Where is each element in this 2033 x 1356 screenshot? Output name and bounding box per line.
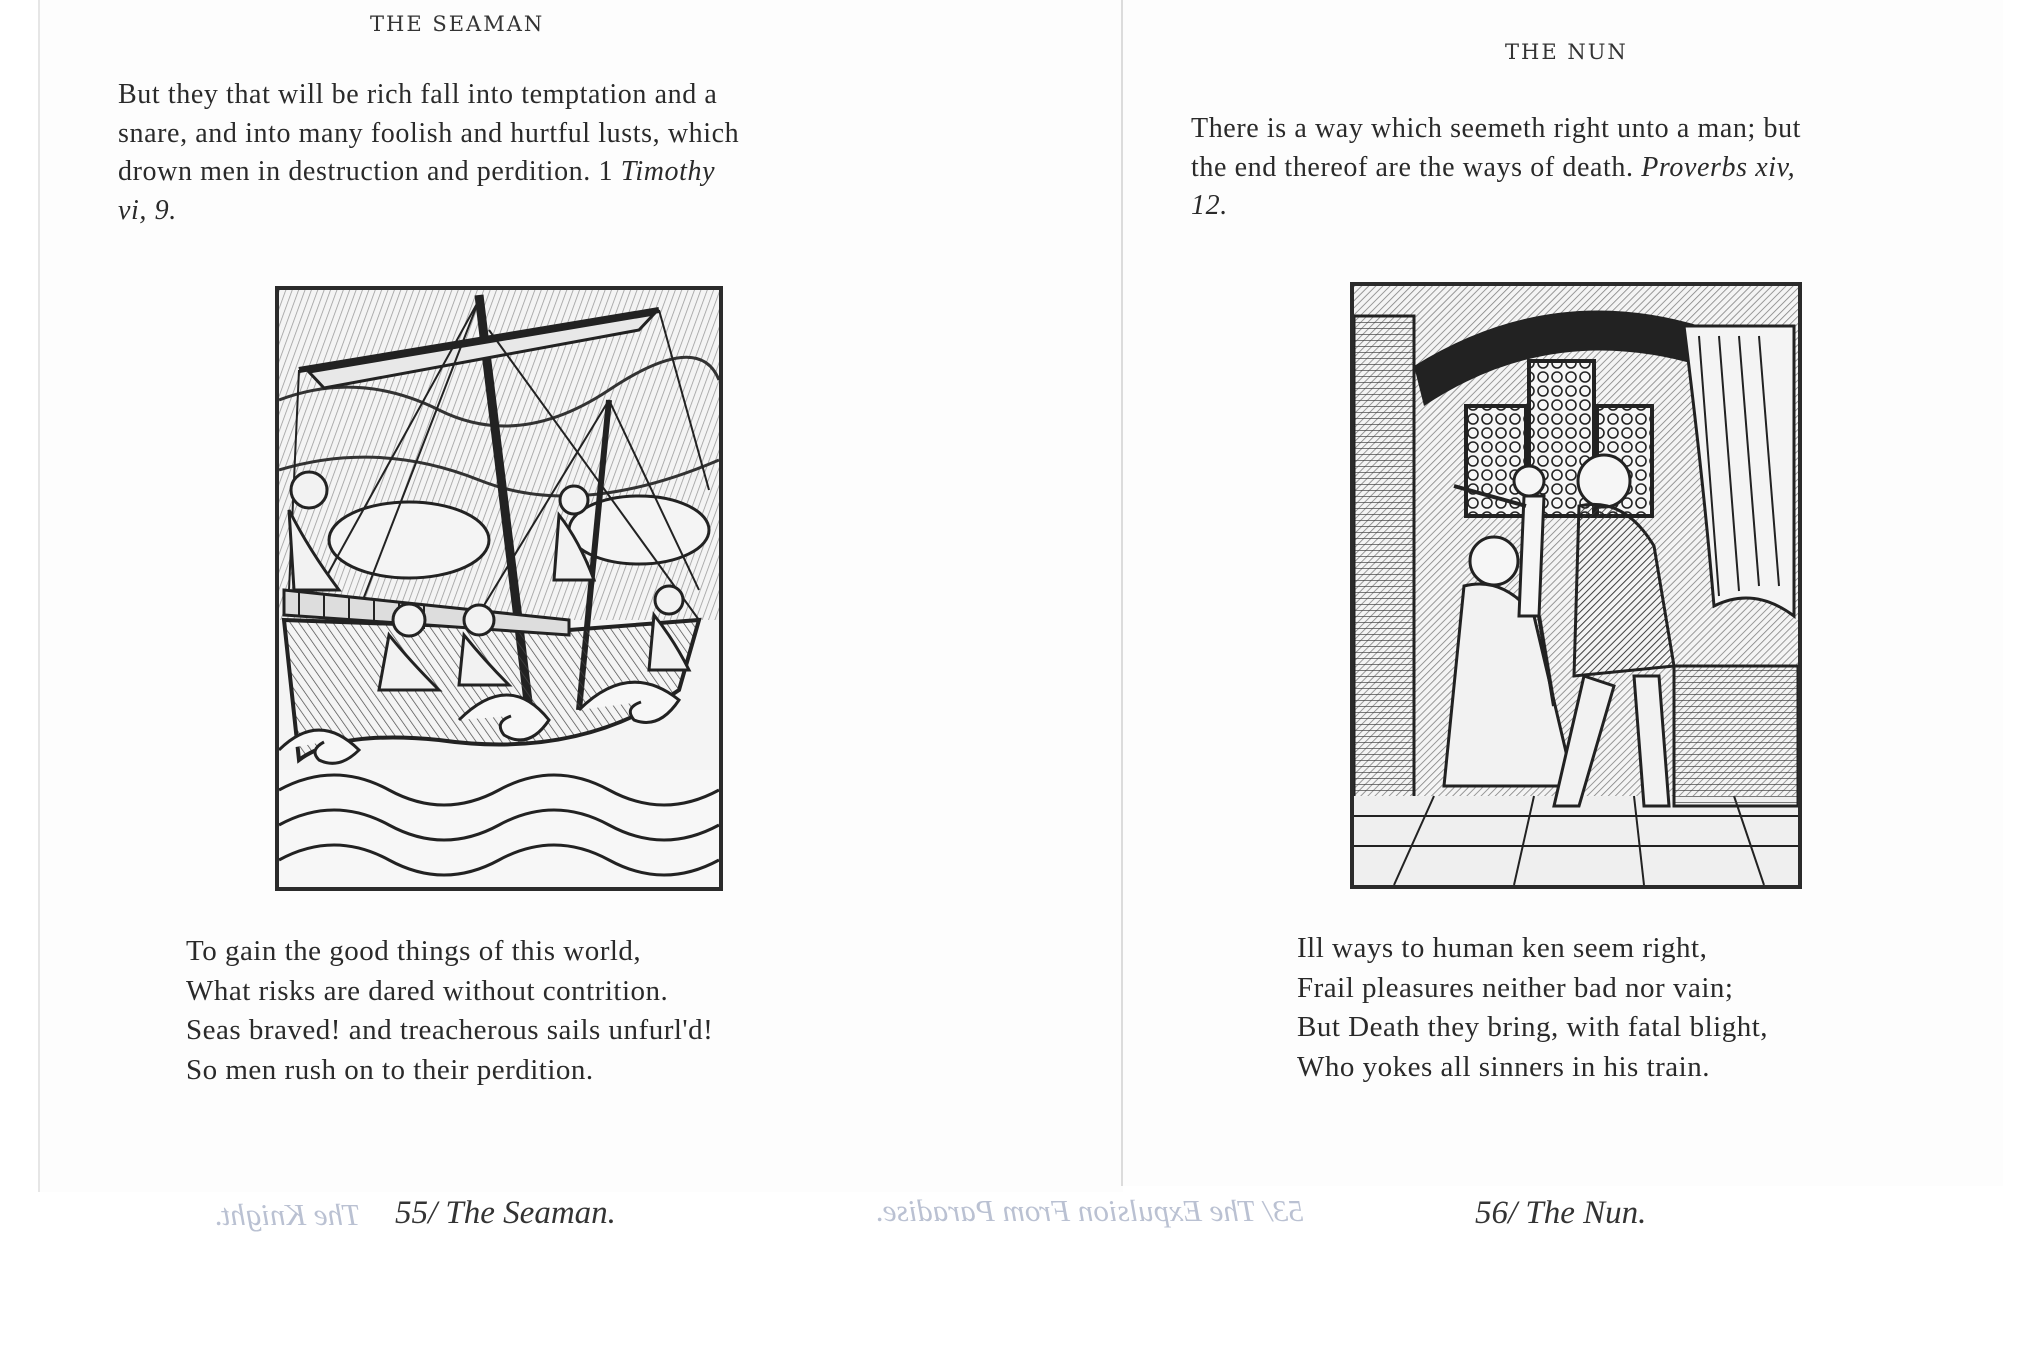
poem-line: So men rush on to their perdition. — [186, 1053, 594, 1086]
citation-book: Proverbs xiv, — [1641, 151, 1796, 183]
show-through-text-knight: The Knight. — [214, 1197, 361, 1232]
nun-woodcut — [1350, 282, 1802, 889]
citation-book: Timothy — [620, 156, 716, 187]
caption-nun: 56/ The Nun. — [1475, 1195, 1647, 1231]
poem-line: To gain the good things of this world, — [186, 935, 642, 967]
caption-seaman: 55/ The Seaman. — [395, 1195, 616, 1231]
show-through-text-expulsion: 53/ The Expulsion From Paradise. — [875, 1193, 1304, 1228]
poem-seaman — [186, 932, 713, 1090]
poem-line: Ill ways to human ken seem right, — [1297, 932, 1708, 964]
verse-line: But they that will be rich fall into temptation and a — [118, 79, 718, 110]
verse-line: the end thereof are the ways of death. — [1191, 151, 1634, 183]
poem-line: Who yokes all sinners in his train. — [1297, 1050, 1710, 1083]
page-title-nun: THE NUN — [1505, 40, 1628, 64]
poem-line: But Death they bring, with fatal blight, — [1297, 1011, 1769, 1043]
poem-line: What risks are dared without contrition. — [186, 974, 669, 1007]
verse-line: There is a way which seemeth right unto a man; but — [1191, 113, 1802, 144]
page-title-seaman: THE SEAMAN — [370, 12, 545, 36]
poem-line: Seas braved! and treacherous sails unfurl'd! — [186, 1014, 714, 1046]
citation-verse: 12. — [1191, 190, 1228, 221]
verse-line: drown men in destruction and perdition. — [118, 156, 591, 187]
poem-nun — [1297, 929, 1768, 1087]
scripture-verse-seaman — [118, 76, 882, 230]
citation-number: 1 — [598, 156, 614, 187]
citation-chapter: vi, 9. — [118, 194, 177, 226]
seaman-woodcut — [275, 286, 723, 891]
scripture-verse-nun — [1191, 110, 1955, 226]
verse-line: snare, and into many foolish and hurtful lusts, which — [118, 117, 740, 149]
poem-line: Frail pleasures neither bad nor vain; — [1297, 971, 1734, 1004]
